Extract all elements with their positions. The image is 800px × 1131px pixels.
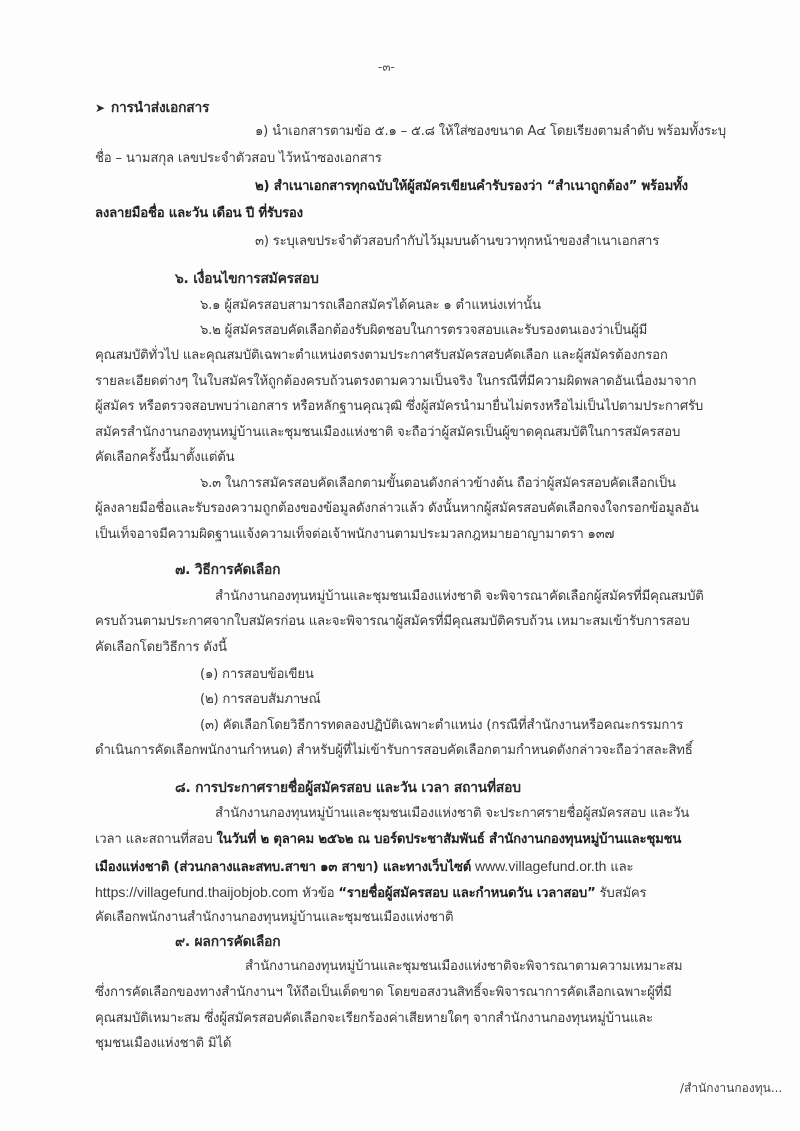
submission-item-2-cont: ลงลายมือชื่อ และวัน เดือน ปี ที่รับรอง xyxy=(95,206,303,221)
section-8-line: สำนักงานกองทุนหมู่บ้านและชุมชนเมืองแห่งชาติ จะประกาศรายชื่อผู้สมัครสอบ และวัน xyxy=(215,806,690,821)
section-8-line: https://villagefund.thaijobjob.com หัวข้อ “รายชื่อผู้สมัครสอบ และกำหนดวัน เวลาสอบ” รับสมัคร xyxy=(95,884,647,901)
section-8-line: เวลา และสถานที่สอบ ในวันที่ ๒ ตุลาคม ๒๕๖๒ ณ บอร์ดประชาสัมพันธ์ สำนักงานกองทุนหมู่บ้านและชุมชน xyxy=(95,832,682,847)
section-6-2-line: รายละเอียดต่างๆ ในใบสมัครให้ถูกต้องครบถ้วนตรงตามความเป็นจริง ในกรณีที่มีความผิดพลาดอันเนื่องมาจาก xyxy=(95,374,697,389)
section-8-heading: ๘. การประกาศรายชื่อผู้สมัครสอบ และวัน เวลา สถานที่สอบ xyxy=(175,780,521,796)
section-6-2-line: ผู้สมัคร หรือตรวจสอบพบว่าเอกสาร หรือหลักฐานคุณวุฒิ ซึ่งผู้สมัครนำมายื่นไม่ตรงหรือไม่เป็นไปตามประกาศรับ xyxy=(95,399,704,414)
section-7-intro-line: คัดเลือกโดยวิธีการ ดังนี้ xyxy=(95,640,227,655)
submission-item-1-cont: ชื่อ – นามสกุล เลขประจำตัวสอบ ไว้หน้าซองเอกสาร xyxy=(95,151,382,166)
submission-item-2: ๒) สำเนาเอกสารทุกฉบับให้ผู้สมัครเขียนคำรับรองว่า “สำเนาถูกต้อง” พร้อมทั้ง xyxy=(255,179,688,194)
section-9-line: สำนักงานกองทุนหมู่บ้านและชุมชนเมืองแห่งชาติจะพิจารณาตามความเหมาะสม xyxy=(245,959,683,974)
section-6-3-line: ผู้ลงลายมือชื่อและรับรองความถูกต้องของข้อมูลดังกล่าวแล้ว ดังนั้นหากผู้สมัครสอบคัดเลือกจงใจกรอกข้อมูลอัน xyxy=(95,501,699,516)
section-8-line: คัดเลือกพนักงานสำนักงานกองทุนหมู่บ้านและชุมชนเมืองแห่งชาติ xyxy=(95,910,454,925)
submission-item-3: ๓) ระบุเลขประจำตัวสอบกำกับไว้มุมบนด้านขวาทุกหน้าของสำเนาเอกสาร xyxy=(255,234,660,249)
section-6-heading: ๖. เงื่อนไขการสมัครสอบ xyxy=(175,271,319,287)
section-6-3-line: เป็นเท็จอาจมีความผิดฐานแจ้งความเท็จต่อเจ้าพนักงานตามประมวลกฎหมายอาญามาตรา ๑๓๗ xyxy=(95,527,615,542)
section-7-heading: ๗. วิธีการคัดเลือก xyxy=(175,562,281,578)
method-item: (๒) การสอบสัมภาษณ์ xyxy=(200,692,321,707)
section-6-3-line: ๖.๓ ในการสมัครสอบคัดเลือกตามขั้นตอนดังกล่าวข้างต้น ถือว่าผู้สมัครสอบคัดเลือกเป็น xyxy=(200,476,676,491)
submission-item-1: ๑) นำเอกสารตามข้อ ๕.๑ – ๕.๘ ให้ใส่ซองขนาด A๔ โดยเรียงตามลำดับ พร้อมทั้งระบุ xyxy=(255,124,726,139)
section-6-2-line: คุณสมบัติทั่วไป และคุณสมบัติเฉพาะตำแหน่งตรงตามประกาศรับสมัครสอบคัดเลือก และผู้สมัครต้องกรอก xyxy=(95,348,668,363)
jobsite-link[interactable]: https://villagefund.thaijobjob.com xyxy=(95,884,299,900)
method-item: (๑) การสอบข้อเขียน xyxy=(200,667,314,682)
section-6-2-line: สมัครสำนักงานกองทุนหมู่บ้านและชุมชนเมืองแห่งชาติ จะถือว่าผู้สมัครเป็นผู้ขาดคุณสมบัติในการสมัครสอบ xyxy=(95,425,681,440)
page-number: -๓- xyxy=(378,60,395,74)
section-6-1: ๖.๑ ผู้สมัครสอบสามารถเลือกสมัครได้คนละ ๑ ตำแหน่งเท่านั้น xyxy=(200,298,541,313)
submission-heading: ➤ การนำส่งเอกสาร xyxy=(95,100,210,116)
section-6-2-line: ๖.๒ ผู้สมัครสอบคัดเลือกต้องรับผิดชอบในการตรวจสอบและรับรองตนเองว่าเป็นผู้มี xyxy=(200,323,648,338)
arrow-bullet-icon: ➤ xyxy=(95,101,105,115)
section-9-line: คุณสมบัติเหมาะสม ซึ่งผู้สมัครสอบคัดเลือกจะเรียกร้องค่าเสียหายใดๆ จากสำนักงานกองทุนหมู่บ้านและ xyxy=(95,1011,653,1026)
section-6-2-line: คัดเลือกครั้งนี้มาตั้งแต่ต้น xyxy=(95,450,235,465)
section-7-intro-line: สำนักงานกองทุนหมู่บ้านและชุมชนเมืองแห่งชาติ จะพิจารณาคัดเลือกผู้สมัครที่มีคุณสมบัติ xyxy=(215,589,704,604)
section-8-line: เมืองแห่งชาติ (ส่วนกลางและสทบ.สาขา ๑๓ สาขา) และทางเว็บไซต์ www.villagefund.or.th และ xyxy=(95,858,634,875)
section-7-intro-line: ครบถ้วนตามประกาศจากใบสมัครก่อน และจะพิจารณาผู้สมัครที่มีคุณสมบัติครบถ้วน เหมาะสมเข้ารับการสอบ xyxy=(95,614,690,629)
section-9-line: ซึ่งการคัดเลือกของทางสำนักงานฯ ให้ถือเป็นเด็ดขาด โดยขอสงวนสิทธิ์จะพิจารณาการคัดเลือกเฉพาะผู้ที่มี xyxy=(95,985,672,1000)
section-9-heading: ๙. ผลการคัดเลือก xyxy=(175,934,281,950)
website-link[interactable]: www.villagefund.or.th xyxy=(471,858,611,874)
page-continuation: /สำนักงานกองทุน... xyxy=(680,1081,783,1095)
method-item-cont: ดำเนินการคัดเลือกพนักงานกำหนด) สำหรับผู้ที่ไม่เข้ารับการสอบคัดเลือกตามกำหนดดังกล่าวจะถือว่าสละสิทธิ์ xyxy=(95,743,693,758)
method-item: (๓) คัดเลือกโดยวิธีการทดลองปฏิบัติเฉพาะตำแหน่ง (กรณีที่สำนักงานหรือคณะกรรมการ xyxy=(200,718,684,733)
announcement-date: ในวันที่ ๒ ตุลาคม ๒๕๖๒ ณ บอร์ดประชาสัมพันธ์ สำนักงานกองทุนหมู่บ้านและชุมชน xyxy=(216,832,682,847)
section-9-line: ชุมชนเมืองแห่งชาติ มิได้ xyxy=(95,1036,232,1051)
